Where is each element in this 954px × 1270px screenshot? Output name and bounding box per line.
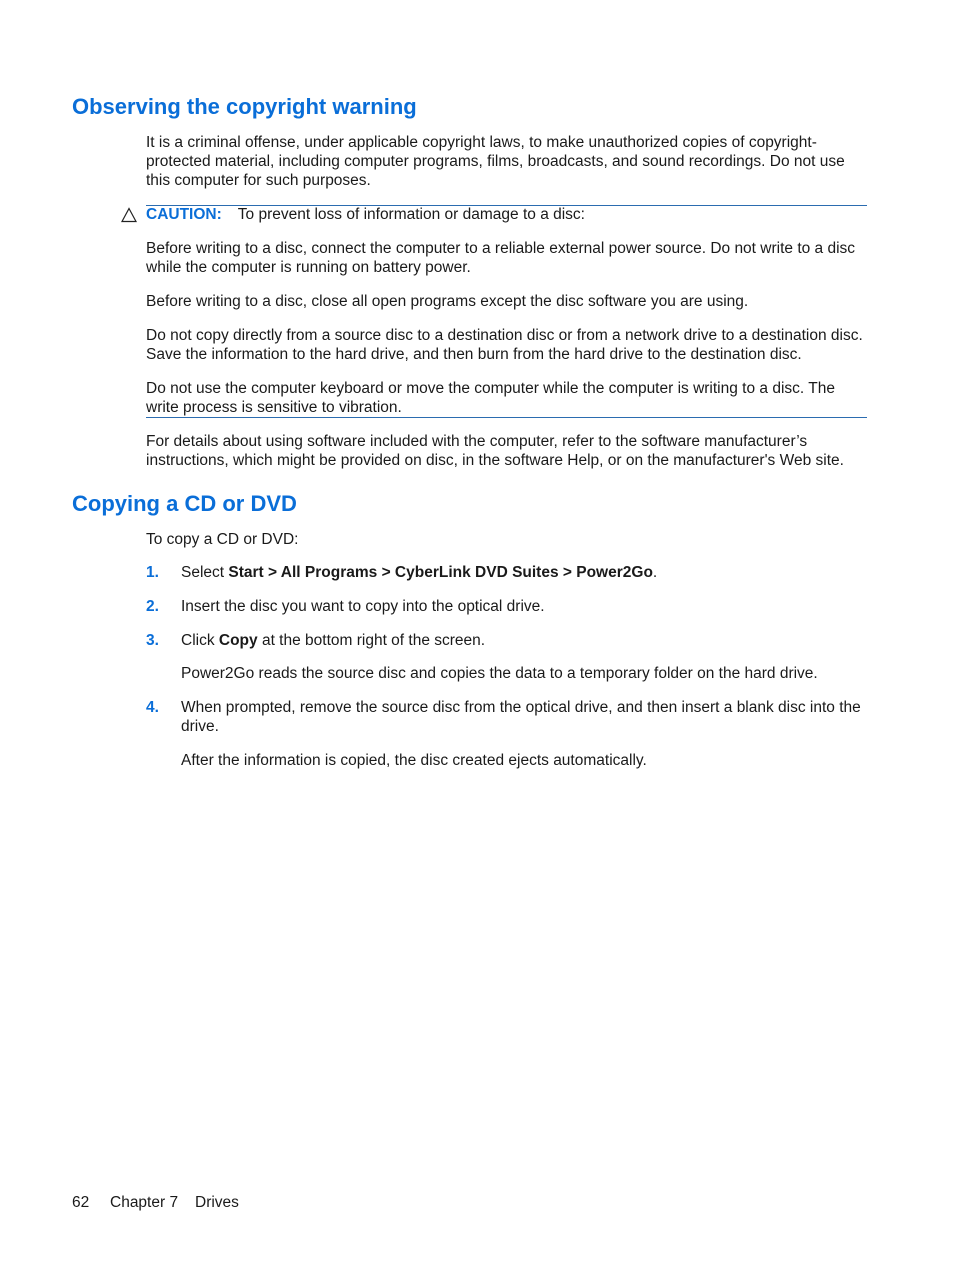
step-text: Insert the disc you want to copy into the optical drive. bbox=[181, 598, 545, 615]
caution-lead-line bbox=[146, 205, 870, 224]
caution-item: Do not use the computer keyboard or move the computer while the computer is writing to a disc. The write process is sensitive to vibration. bbox=[146, 380, 835, 416]
caution-item: Before writing to a disc, close all open programs except the disc software you are using. bbox=[146, 293, 749, 310]
caution-lead: To prevent loss of information or damage to a disc: bbox=[237, 206, 585, 223]
step-number: 4. bbox=[146, 699, 159, 716]
caution-item: Do not copy directly from a source disc to a destination disc or from a network drive to a destination disc. Save the information to the hard drive, and then burn from the hard drive to the destination disc. bbox=[146, 327, 863, 363]
caution-triangle-icon bbox=[121, 207, 137, 223]
footer-title: Drives bbox=[195, 1194, 239, 1211]
footer-chapter: Chapter 7 bbox=[110, 1194, 179, 1211]
caution-bottom-rule bbox=[146, 417, 867, 418]
step-number: 3. bbox=[146, 632, 159, 649]
software-details: For details about using software included with the computer, refer to the software manufacturer’s instructions, which might be provided on disc, in the software Help, or on the manufacturer's Web site. bbox=[146, 433, 844, 469]
step-text: Click Copy at the bottom right of the screen. bbox=[181, 632, 486, 649]
step-text: Select Start > All Programs > CyberLink DVD Suites > Power2Go. bbox=[181, 564, 658, 581]
step-number: 2. bbox=[146, 598, 159, 615]
step-note: Power2Go reads the source disc and copies the data to a temporary folder on the hard drive. bbox=[181, 665, 818, 682]
caution-item: Before writing to a disc, connect the computer to a reliable external power source. Do not write to a disc while the computer is running on battery power. bbox=[146, 240, 856, 276]
section-heading-copying: Copying a CD or DVD bbox=[72, 491, 297, 516]
caution-label: CAUTION: bbox=[146, 206, 222, 223]
section-heading-copyright: Observing the copyright warning bbox=[72, 94, 417, 119]
copyright-intro: It is a criminal offense, under applicable copyright laws, to make unauthorized copies of copyright-protected material, including computer programs, films, broadcasts, and sound recordings. Do not use this computer for such purposes. bbox=[146, 134, 845, 189]
step-number: 1. bbox=[146, 564, 159, 581]
page-number: 62 bbox=[72, 1194, 90, 1211]
menu-path: Start > All Programs > CyberLink DVD Suites > Power2Go bbox=[228, 564, 653, 581]
copy-command: Copy bbox=[218, 632, 258, 649]
copy-intro: To copy a CD or DVD: bbox=[146, 531, 299, 548]
step-text: When prompted, remove the source disc from the optical drive, and then insert a blank disc into the drive. bbox=[181, 699, 861, 735]
step-note: After the information is copied, the disc created ejects automatically. bbox=[181, 752, 647, 769]
